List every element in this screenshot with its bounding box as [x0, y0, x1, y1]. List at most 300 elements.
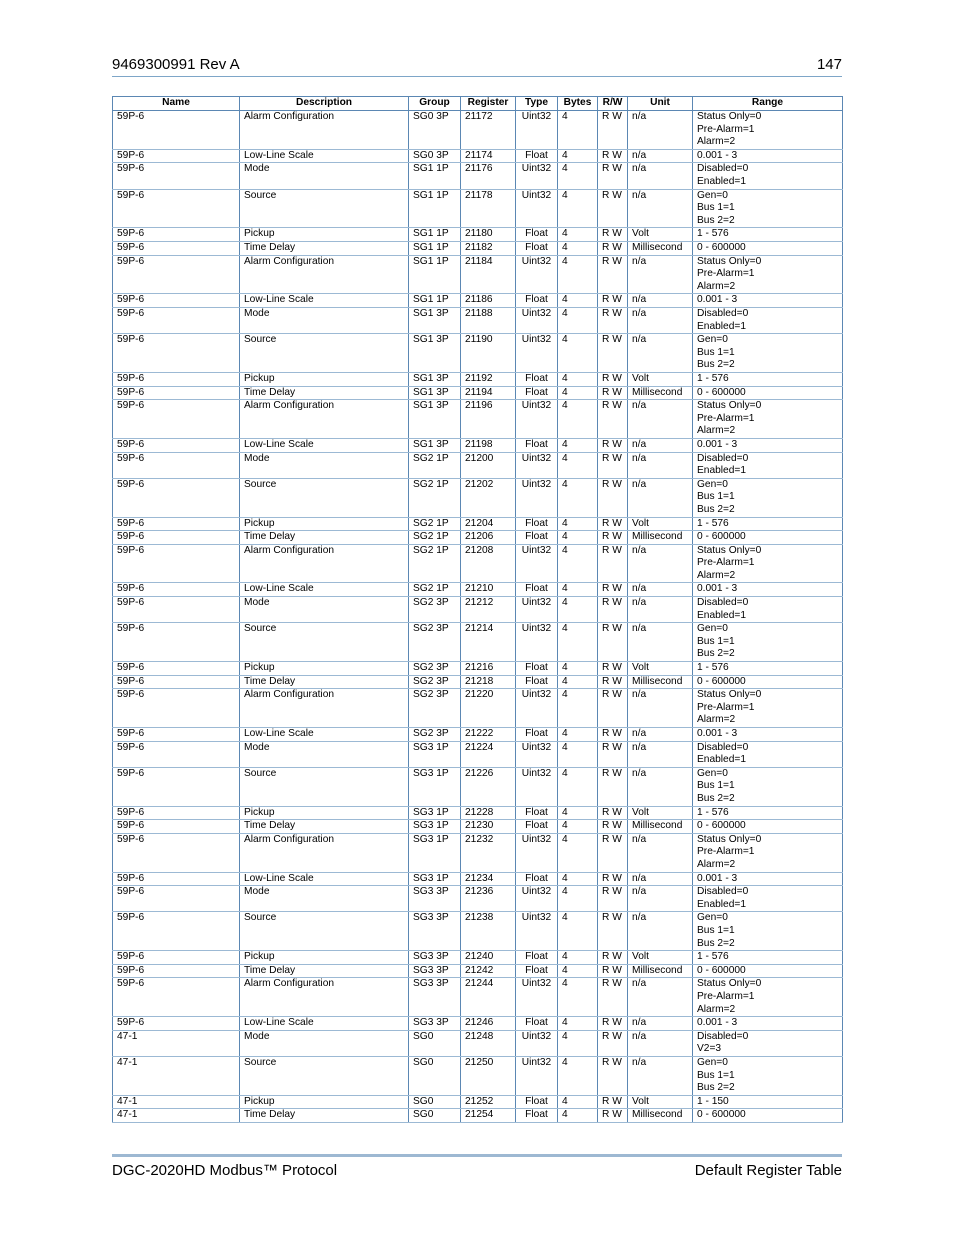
cell-bytes: 4 [558, 372, 598, 386]
column-header-bytes: Bytes [558, 97, 598, 111]
cell-group: SG2 1P [409, 452, 461, 478]
cell-bytes: 4 [558, 675, 598, 689]
cell-description: Pickup [240, 1095, 409, 1109]
cell-range: 0.001 - 3 [693, 583, 843, 597]
cell-type: Uint32 [516, 478, 558, 517]
cell-rw: R W [598, 544, 628, 583]
table-row [113, 820, 843, 834]
table-row [113, 675, 843, 689]
table-row [113, 1109, 843, 1123]
cell-register: 21186 [461, 294, 516, 308]
cell-range: 1 - 576 [693, 662, 843, 676]
cell-bytes: 4 [558, 951, 598, 965]
cell-group: SG1 3P [409, 438, 461, 452]
cell-group: SG3 3P [409, 951, 461, 965]
column-header-register: Register [461, 97, 516, 111]
cell-range: Disabled=0 Enabled=1 [693, 163, 843, 189]
cell-type: Uint32 [516, 334, 558, 373]
cell-bytes: 4 [558, 1109, 598, 1123]
cell-description: Time Delay [240, 1109, 409, 1123]
cell-group: SG2 3P [409, 623, 461, 662]
cell-unit: Millisecond [628, 675, 693, 689]
cell-bytes: 4 [558, 1095, 598, 1109]
cell-range: 0.001 - 3 [693, 1017, 843, 1031]
cell-group: SG3 1P [409, 806, 461, 820]
cell-name: 59P-6 [113, 149, 240, 163]
cell-register: 21216 [461, 662, 516, 676]
cell-name: 59P-6 [113, 806, 240, 820]
cell-rw: R W [598, 886, 628, 912]
cell-rw: R W [598, 767, 628, 806]
cell-rw: R W [598, 111, 628, 150]
cell-type: Uint32 [516, 597, 558, 623]
cell-range: Gen=0 Bus 1=1 Bus 2=2 [693, 478, 843, 517]
cell-range: Disabled=0 Enabled=1 [693, 886, 843, 912]
cell-description: Pickup [240, 806, 409, 820]
cell-range: 0.001 - 3 [693, 728, 843, 742]
cell-group: SG3 3P [409, 964, 461, 978]
cell-group: SG3 1P [409, 833, 461, 872]
table-row [113, 662, 843, 676]
cell-group: SG1 1P [409, 294, 461, 308]
cell-group: SG2 1P [409, 478, 461, 517]
cell-rw: R W [598, 452, 628, 478]
cell-description: Mode [240, 307, 409, 333]
cell-register: 21230 [461, 820, 516, 834]
cell-range: Disabled=0 Enabled=1 [693, 307, 843, 333]
cell-group: SG1 3P [409, 334, 461, 373]
cell-type: Uint32 [516, 400, 558, 439]
cell-name: 59P-6 [113, 675, 240, 689]
cell-range: Gen=0 Bus 1=1 Bus 2=2 [693, 1056, 843, 1095]
cell-description: Low-Line Scale [240, 1017, 409, 1031]
cell-rw: R W [598, 689, 628, 728]
cell-bytes: 4 [558, 978, 598, 1017]
cell-range: 1 - 576 [693, 372, 843, 386]
column-header-rw: R/W [598, 97, 628, 111]
cell-type: Float [516, 662, 558, 676]
cell-name: 59P-6 [113, 767, 240, 806]
cell-unit: n/a [628, 767, 693, 806]
cell-rw: R W [598, 517, 628, 531]
cell-bytes: 4 [558, 1017, 598, 1031]
cell-unit: n/a [628, 334, 693, 373]
cell-register: 21174 [461, 149, 516, 163]
cell-rw: R W [598, 964, 628, 978]
cell-type: Uint32 [516, 978, 558, 1017]
cell-description: Low-Line Scale [240, 872, 409, 886]
cell-bytes: 4 [558, 833, 598, 872]
cell-group: SG0 3P [409, 111, 461, 150]
cell-bytes: 4 [558, 1056, 598, 1095]
cell-rw: R W [598, 1056, 628, 1095]
cell-name: 47-1 [113, 1056, 240, 1095]
cell-group: SG1 1P [409, 241, 461, 255]
cell-register: 21240 [461, 951, 516, 965]
cell-description: Alarm Configuration [240, 111, 409, 150]
cell-description: Source [240, 334, 409, 373]
cell-range: 0 - 600000 [693, 531, 843, 545]
cell-description: Time Delay [240, 531, 409, 545]
cell-range: Disabled=0 V2=3 [693, 1030, 843, 1056]
cell-group: SG0 3P [409, 149, 461, 163]
cell-bytes: 4 [558, 544, 598, 583]
cell-name: 59P-6 [113, 886, 240, 912]
cell-range: Gen=0 Bus 1=1 Bus 2=2 [693, 767, 843, 806]
table-row [113, 1095, 843, 1109]
cell-unit: n/a [628, 728, 693, 742]
cell-name: 59P-6 [113, 1017, 240, 1031]
cell-rw: R W [598, 583, 628, 597]
cell-group: SG0 [409, 1109, 461, 1123]
cell-register: 21188 [461, 307, 516, 333]
cell-rw: R W [598, 241, 628, 255]
cell-rw: R W [598, 255, 628, 294]
cell-description: Source [240, 623, 409, 662]
cell-group: SG1 1P [409, 255, 461, 294]
cell-rw: R W [598, 951, 628, 965]
cell-type: Uint32 [516, 255, 558, 294]
cell-rw: R W [598, 478, 628, 517]
cell-type: Uint32 [516, 544, 558, 583]
cell-bytes: 4 [558, 912, 598, 951]
table-row [113, 1017, 843, 1031]
cell-type: Uint32 [516, 912, 558, 951]
cell-rw: R W [598, 531, 628, 545]
cell-unit: n/a [628, 255, 693, 294]
cell-name: 59P-6 [113, 478, 240, 517]
cell-group: SG3 1P [409, 767, 461, 806]
cell-register: 21182 [461, 241, 516, 255]
cell-bytes: 4 [558, 386, 598, 400]
cell-rw: R W [598, 294, 628, 308]
cell-description: Pickup [240, 662, 409, 676]
cell-rw: R W [598, 872, 628, 886]
table-row [113, 334, 843, 373]
cell-group: SG1 1P [409, 228, 461, 242]
cell-range: 0 - 600000 [693, 1109, 843, 1123]
cell-bytes: 4 [558, 597, 598, 623]
cell-range: 0 - 600000 [693, 386, 843, 400]
cell-register: 21246 [461, 1017, 516, 1031]
table-row [113, 294, 843, 308]
cell-group: SG1 3P [409, 307, 461, 333]
cell-bytes: 4 [558, 964, 598, 978]
cell-type: Uint32 [516, 886, 558, 912]
cell-register: 21176 [461, 163, 516, 189]
cell-bytes: 4 [558, 149, 598, 163]
cell-name: 59P-6 [113, 372, 240, 386]
cell-group: SG0 [409, 1030, 461, 1056]
column-header-type: Type [516, 97, 558, 111]
cell-range: 1 - 150 [693, 1095, 843, 1109]
cell-range: Gen=0 Bus 1=1 Bus 2=2 [693, 912, 843, 951]
cell-unit: n/a [628, 623, 693, 662]
cell-register: 21254 [461, 1109, 516, 1123]
cell-range: Status Only=0 Pre-Alarm=1 Alarm=2 [693, 689, 843, 728]
cell-unit: Volt [628, 1095, 693, 1109]
cell-unit: Millisecond [628, 531, 693, 545]
table-row [113, 728, 843, 742]
cell-name: 59P-6 [113, 517, 240, 531]
cell-description: Pickup [240, 951, 409, 965]
cell-description: Time Delay [240, 820, 409, 834]
cell-bytes: 4 [558, 334, 598, 373]
cell-name: 59P-6 [113, 583, 240, 597]
cell-name: 47-1 [113, 1095, 240, 1109]
cell-rw: R W [598, 189, 628, 228]
table-row [113, 583, 843, 597]
cell-bytes: 4 [558, 662, 598, 676]
cell-unit: Millisecond [628, 1109, 693, 1123]
cell-bytes: 4 [558, 728, 598, 742]
cell-type: Float [516, 372, 558, 386]
cell-type: Uint32 [516, 689, 558, 728]
table-row [113, 228, 843, 242]
cell-name: 59P-6 [113, 189, 240, 228]
cell-type: Float [516, 583, 558, 597]
page-number: 147 [816, 56, 842, 73]
table-row [113, 438, 843, 452]
cell-type: Float [516, 294, 558, 308]
cell-rw: R W [598, 1095, 628, 1109]
cell-type: Float [516, 872, 558, 886]
cell-description: Alarm Configuration [240, 544, 409, 583]
cell-bytes: 4 [558, 189, 598, 228]
column-header-name: Name [113, 97, 240, 111]
cell-unit: n/a [628, 597, 693, 623]
cell-type: Uint32 [516, 1030, 558, 1056]
cell-unit: n/a [628, 1056, 693, 1095]
cell-name: 59P-6 [113, 400, 240, 439]
cell-rw: R W [598, 149, 628, 163]
table-row [113, 951, 843, 965]
cell-register: 21204 [461, 517, 516, 531]
cell-type: Float [516, 241, 558, 255]
cell-bytes: 4 [558, 886, 598, 912]
cell-description: Alarm Configuration [240, 255, 409, 294]
cell-group: SG3 1P [409, 820, 461, 834]
table-row [113, 255, 843, 294]
cell-register: 21206 [461, 531, 516, 545]
cell-unit: n/a [628, 452, 693, 478]
cell-group: SG3 3P [409, 886, 461, 912]
cell-rw: R W [598, 400, 628, 439]
cell-unit: n/a [628, 478, 693, 517]
cell-register: 21252 [461, 1095, 516, 1109]
cell-type: Float [516, 149, 558, 163]
cell-group: SG2 3P [409, 597, 461, 623]
cell-unit: n/a [628, 438, 693, 452]
cell-range: Status Only=0 Pre-Alarm=1 Alarm=2 [693, 255, 843, 294]
cell-rw: R W [598, 675, 628, 689]
cell-range: 1 - 576 [693, 228, 843, 242]
cell-bytes: 4 [558, 307, 598, 333]
cell-register: 21192 [461, 372, 516, 386]
cell-range: Status Only=0 Pre-Alarm=1 Alarm=2 [693, 544, 843, 583]
cell-type: Float [516, 820, 558, 834]
cell-description: Time Delay [240, 675, 409, 689]
cell-unit: n/a [628, 111, 693, 150]
table-row [113, 241, 843, 255]
cell-name: 59P-6 [113, 597, 240, 623]
cell-register: 21198 [461, 438, 516, 452]
cell-range: Status Only=0 Pre-Alarm=1 Alarm=2 [693, 833, 843, 872]
cell-unit: n/a [628, 400, 693, 439]
cell-name: 59P-6 [113, 820, 240, 834]
cell-rw: R W [598, 833, 628, 872]
cell-range: 0.001 - 3 [693, 149, 843, 163]
cell-rw: R W [598, 228, 628, 242]
cell-bytes: 4 [558, 1030, 598, 1056]
table-row [113, 386, 843, 400]
cell-name: 59P-6 [113, 228, 240, 242]
cell-register: 21194 [461, 386, 516, 400]
cell-name: 59P-6 [113, 294, 240, 308]
cell-bytes: 4 [558, 163, 598, 189]
table-row [113, 400, 843, 439]
cell-bytes: 4 [558, 820, 598, 834]
cell-register: 21202 [461, 478, 516, 517]
cell-name: 59P-6 [113, 623, 240, 662]
cell-name: 47-1 [113, 1109, 240, 1123]
cell-bytes: 4 [558, 741, 598, 767]
cell-type: Float [516, 531, 558, 545]
cell-description: Source [240, 767, 409, 806]
cell-group: SG2 1P [409, 583, 461, 597]
cell-unit: Volt [628, 662, 693, 676]
cell-bytes: 4 [558, 623, 598, 662]
cell-rw: R W [598, 1109, 628, 1123]
cell-description: Low-Line Scale [240, 583, 409, 597]
cell-description: Mode [240, 163, 409, 189]
cell-bytes: 4 [558, 583, 598, 597]
cell-type: Uint32 [516, 111, 558, 150]
cell-bytes: 4 [558, 438, 598, 452]
table-row [113, 307, 843, 333]
cell-type: Uint32 [516, 741, 558, 767]
cell-group: SG0 [409, 1056, 461, 1095]
cell-range: 0 - 600000 [693, 241, 843, 255]
cell-register: 21244 [461, 978, 516, 1017]
table-row [113, 741, 843, 767]
cell-register: 21210 [461, 583, 516, 597]
cell-range: 1 - 576 [693, 806, 843, 820]
cell-register: 21236 [461, 886, 516, 912]
cell-range: Disabled=0 Enabled=1 [693, 741, 843, 767]
cell-group: SG2 1P [409, 531, 461, 545]
cell-unit: Volt [628, 806, 693, 820]
cell-type: Float [516, 517, 558, 531]
column-header-group: Group [409, 97, 461, 111]
cell-register: 21232 [461, 833, 516, 872]
column-header-description: Description [240, 97, 409, 111]
cell-bytes: 4 [558, 517, 598, 531]
cell-name: 59P-6 [113, 689, 240, 728]
cell-rw: R W [598, 1030, 628, 1056]
cell-range: 0.001 - 3 [693, 294, 843, 308]
cell-group: SG1 3P [409, 372, 461, 386]
cell-range: 0.001 - 3 [693, 438, 843, 452]
cell-name: 59P-6 [113, 452, 240, 478]
cell-register: 21212 [461, 597, 516, 623]
cell-description: Low-Line Scale [240, 149, 409, 163]
cell-name: 59P-6 [113, 872, 240, 886]
cell-rw: R W [598, 597, 628, 623]
table-row [113, 452, 843, 478]
cell-register: 21238 [461, 912, 516, 951]
cell-bytes: 4 [558, 111, 598, 150]
cell-type: Float [516, 1109, 558, 1123]
table-row [113, 544, 843, 583]
cell-description: Alarm Configuration [240, 833, 409, 872]
table-row [113, 1030, 843, 1056]
cell-rw: R W [598, 912, 628, 951]
cell-type: Uint32 [516, 452, 558, 478]
page-footer [112, 1154, 842, 1181]
cell-bytes: 4 [558, 255, 598, 294]
cell-register: 21250 [461, 1056, 516, 1095]
cell-name: 59P-6 [113, 741, 240, 767]
cell-type: Float [516, 675, 558, 689]
cell-type: Uint32 [516, 163, 558, 189]
cell-range: Status Only=0 Pre-Alarm=1 Alarm=2 [693, 111, 843, 150]
cell-rw: R W [598, 662, 628, 676]
cell-rw: R W [598, 386, 628, 400]
cell-rw: R W [598, 372, 628, 386]
cell-rw: R W [598, 741, 628, 767]
table-row [113, 978, 843, 1017]
cell-register: 21190 [461, 334, 516, 373]
column-header-range: Range [693, 97, 843, 111]
cell-description: Low-Line Scale [240, 728, 409, 742]
cell-name: 59P-6 [113, 531, 240, 545]
cell-type: Float [516, 228, 558, 242]
cell-rw: R W [598, 1017, 628, 1031]
cell-group: SG0 [409, 1095, 461, 1109]
cell-bytes: 4 [558, 872, 598, 886]
cell-bytes: 4 [558, 294, 598, 308]
cell-unit: n/a [628, 583, 693, 597]
table-row [113, 531, 843, 545]
cell-name: 59P-6 [113, 833, 240, 872]
cell-name: 59P-6 [113, 912, 240, 951]
cell-unit: n/a [628, 833, 693, 872]
cell-unit: Millisecond [628, 386, 693, 400]
table-row [113, 964, 843, 978]
cell-type: Float [516, 386, 558, 400]
table-row [113, 597, 843, 623]
cell-description: Source [240, 912, 409, 951]
cell-range: Gen=0 Bus 1=1 Bus 2=2 [693, 189, 843, 228]
cell-bytes: 4 [558, 241, 598, 255]
cell-name: 59P-6 [113, 978, 240, 1017]
cell-register: 21218 [461, 675, 516, 689]
cell-unit: n/a [628, 689, 693, 728]
cell-rw: R W [598, 806, 628, 820]
cell-name: 59P-6 [113, 964, 240, 978]
cell-description: Alarm Configuration [240, 400, 409, 439]
cell-description: Alarm Configuration [240, 689, 409, 728]
cell-register: 21208 [461, 544, 516, 583]
cell-type: Uint32 [516, 833, 558, 872]
table-row [113, 517, 843, 531]
cell-unit: n/a [628, 872, 693, 886]
cell-range: Status Only=0 Pre-Alarm=1 Alarm=2 [693, 978, 843, 1017]
cell-register: 21222 [461, 728, 516, 742]
table-row [113, 372, 843, 386]
cell-register: 21200 [461, 452, 516, 478]
